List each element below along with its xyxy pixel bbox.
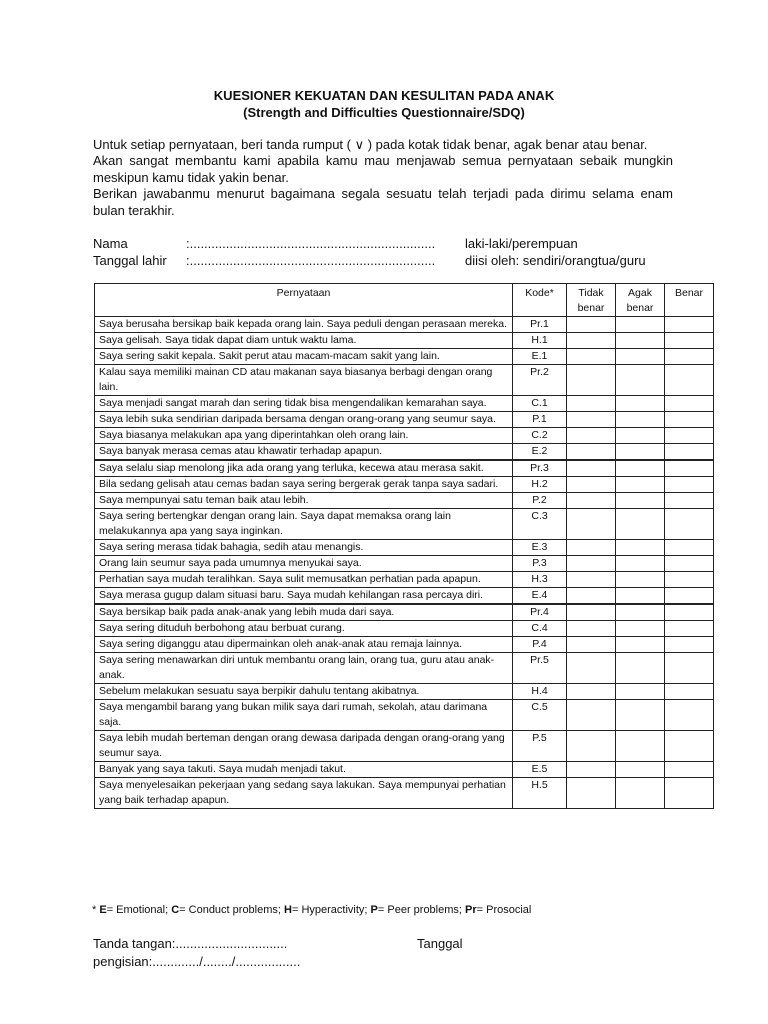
instruction-2: Akan sangat membantu kami apabila kamu mau menjawab semua pernyataan sebaik mungkin meskipun kamu tidak yakin benar. (93, 153, 673, 185)
code-cell: P.5 (513, 731, 567, 762)
answer-somewhat-true-box[interactable] (616, 604, 665, 621)
legend-c-key: C (171, 904, 180, 916)
answer-somewhat-true-box[interactable] (616, 477, 665, 493)
table-row (95, 509, 714, 540)
legend-p-text: = Peer problems; (377, 904, 466, 916)
table-row (95, 621, 714, 637)
table-row (95, 412, 714, 428)
answer-somewhat-true-box[interactable] (616, 556, 665, 572)
legend-h-text: = Hyperactivity; (291, 904, 371, 916)
legend-c-text: = Conduct problems; (179, 904, 285, 916)
answer-somewhat-true-box[interactable] (616, 637, 665, 653)
answer-somewhat-true-box[interactable] (616, 588, 665, 605)
table-row (95, 317, 714, 333)
answer-not-true-box[interactable] (567, 604, 616, 621)
code-cell: Pr.5 (513, 653, 567, 684)
header-not-true: Tidak benar (567, 284, 616, 317)
statement-cell: Saya menjadi sangat marah dan sering tidak bisa mengendalikan kemarahan saya. (95, 396, 513, 412)
footnote-star: * (92, 904, 97, 916)
statement-cell: Saya lebih mudah berteman dengan orang dewasa daripada dengan orang-orang yang seumur saya. (95, 731, 513, 762)
answer-true-box[interactable] (665, 684, 714, 700)
code-cell: E.1 (513, 349, 567, 365)
code-cell: E.3 (513, 540, 567, 556)
answer-true-box[interactable] (665, 588, 714, 605)
answer-somewhat-true-box[interactable] (616, 444, 665, 461)
answer-not-true-box[interactable] (567, 333, 616, 349)
table-row (95, 493, 714, 509)
statement-cell: Saya sering sakit kepala. Sakit perut atau macam-macam sakit yang lain. (95, 349, 513, 365)
answer-not-true-box[interactable] (567, 365, 616, 396)
answer-somewhat-true-box[interactable] (616, 317, 665, 333)
answer-true-box[interactable] (665, 621, 714, 637)
answer-not-true-box[interactable] (567, 762, 616, 778)
statement-cell: Saya lebih suka sendirian daripada bersama dengan orang-orang yang seumur saya. (95, 412, 513, 428)
legend-h-key: H (284, 904, 292, 916)
answer-true-box[interactable] (665, 365, 714, 396)
code-cell: Pr.1 (513, 317, 567, 333)
table-row (95, 604, 714, 621)
answer-not-true-box[interactable] (567, 460, 616, 477)
answer-somewhat-true-box[interactable] (616, 412, 665, 428)
answer-true-box[interactable] (665, 778, 714, 809)
code-cell: C.3 (513, 509, 567, 540)
header-code: Kode* (513, 284, 567, 317)
table-row (95, 653, 714, 684)
answer-true-box[interactable] (665, 412, 714, 428)
code-cell: H.1 (513, 333, 567, 349)
answer-not-true-box[interactable] (567, 444, 616, 461)
table-row (95, 637, 714, 653)
answer-not-true-box[interactable] (567, 637, 616, 653)
table-row (95, 428, 714, 444)
answer-not-true-box[interactable] (567, 493, 616, 509)
statement-cell: Orang lain seumur saya pada umumnya menyukai saya. (95, 556, 513, 572)
answer-somewhat-true-box[interactable] (616, 509, 665, 540)
statement-cell: Saya sering merasa tidak bahagia, sedih atau menangis. (95, 540, 513, 556)
answer-not-true-box[interactable] (567, 731, 616, 762)
statement-cell: Saya berusaha bersikap baik kepada orang lain. Saya peduli dengan perasaan mereka. (95, 317, 513, 333)
legend-pr-key: Pr (465, 904, 477, 916)
table-row (95, 365, 714, 396)
header-true: Benar (665, 284, 714, 317)
birthdate-label: Tanggal lahir (93, 253, 167, 268)
answer-not-true-box[interactable] (567, 684, 616, 700)
filled-by-option[interactable]: diisi oleh: sendiri/orangtua/guru (465, 253, 646, 268)
answer-true-box[interactable] (665, 349, 714, 365)
answer-somewhat-true-box[interactable] (616, 762, 665, 778)
answer-true-box[interactable] (665, 444, 714, 461)
answer-somewhat-true-box[interactable] (616, 349, 665, 365)
table-row (95, 349, 714, 365)
code-cell: C.2 (513, 428, 567, 444)
table-row (95, 762, 714, 778)
answer-not-true-box[interactable] (567, 477, 616, 493)
answer-not-true-box[interactable] (567, 428, 616, 444)
statement-cell: Saya menyelesaikan pekerjaan yang sedang saya lakukan. Saya mempunyai perhatian yang baik terhadap apapun. (95, 778, 513, 809)
document-subtitle: (Strength and Difficulties Questionnaire/SDQ) (243, 105, 525, 120)
legend-e-text: = Emotional; (106, 904, 172, 916)
answer-somewhat-true-box[interactable] (616, 365, 665, 396)
statement-cell: Saya bersikap baik pada anak-anak yang lebih muda dari saya. (95, 604, 513, 621)
answer-not-true-box[interactable] (567, 653, 616, 684)
answer-true-box[interactable] (665, 540, 714, 556)
table-row (95, 477, 714, 493)
answer-true-box[interactable] (665, 333, 714, 349)
answer-not-true-box[interactable] (567, 621, 616, 637)
answer-true-box[interactable] (665, 509, 714, 540)
code-cell: H.5 (513, 778, 567, 809)
instruction-3: Berikan jawabanmu menurut bagaimana segala sesuatu telah terjadi pada dirimu selama enam bulan terakhir. (93, 186, 673, 218)
legend-pr-text: = Prosocial (476, 904, 532, 916)
table-row (95, 396, 714, 412)
name-label: Nama (93, 236, 128, 251)
answer-true-box[interactable] (665, 556, 714, 572)
code-legend (92, 904, 531, 916)
answer-true-box[interactable] (665, 731, 714, 762)
table-row (95, 684, 714, 700)
answer-somewhat-true-box[interactable] (616, 460, 665, 477)
answer-somewhat-true-box[interactable] (616, 540, 665, 556)
answer-true-box[interactable] (665, 428, 714, 444)
answer-not-true-box[interactable] (567, 509, 616, 540)
answer-somewhat-true-box[interactable] (616, 684, 665, 700)
code-cell: E.4 (513, 588, 567, 605)
table-row (95, 460, 714, 477)
code-cell: H.2 (513, 477, 567, 493)
code-cell: H.4 (513, 684, 567, 700)
header-somewhat-true: Agak benar (616, 284, 665, 317)
birthdate-field[interactable]: :.................................................................... (186, 253, 436, 268)
answer-somewhat-true-box[interactable] (616, 653, 665, 684)
statement-cell: Saya sering dituduh berbohong atau berbuat curang. (95, 621, 513, 637)
statement-cell: Perhatian saya mudah teralihkan. Saya sulit memusatkan perhatian pada apapun. (95, 572, 513, 588)
table-row (95, 333, 714, 349)
answer-somewhat-true-box[interactable] (616, 572, 665, 588)
statement-cell: Saya banyak merasa cemas atau khawatir terhadap apapun. (95, 444, 513, 461)
answer-not-true-box[interactable] (567, 412, 616, 428)
code-cell: C.5 (513, 700, 567, 731)
questionnaire-table (94, 283, 714, 809)
statement-cell: Bila sedang gelisah atau cemas badan saya sering bergerak gerak tanpa saya sadari. (95, 477, 513, 493)
statement-cell: Saya sering menawarkan diri untuk membantu orang lain, orang tua, guru atau anak-anak. (95, 653, 513, 684)
fill-date-field[interactable]: pengisian:............./......../.................. (93, 954, 301, 969)
statement-cell: Saya gelisah. Saya tidak dapat diam untuk waktu lama. (95, 333, 513, 349)
code-cell: C.4 (513, 621, 567, 637)
answer-not-true-box[interactable] (567, 540, 616, 556)
code-cell: H.3 (513, 572, 567, 588)
answer-somewhat-true-box[interactable] (616, 778, 665, 809)
code-cell: P.1 (513, 412, 567, 428)
instructions (93, 137, 673, 219)
answer-true-box[interactable] (665, 637, 714, 653)
statement-cell: Banyak yang saya takuti. Saya mudah menjadi takut. (95, 762, 513, 778)
answer-somewhat-true-box[interactable] (616, 396, 665, 412)
table-row (95, 540, 714, 556)
answer-true-box[interactable] (665, 477, 714, 493)
document-title: KUESIONER KEKUATAN DAN KESULITAN PADA ANAK (213, 88, 555, 103)
answer-somewhat-true-box[interactable] (616, 333, 665, 349)
code-cell: Pr.2 (513, 365, 567, 396)
code-cell: P.3 (513, 556, 567, 572)
statement-cell: Saya biasanya melakukan apa yang diperintahkan oleh orang lain. (95, 428, 513, 444)
table-row (95, 572, 714, 588)
statement-cell: Kalau saya memiliki mainan CD atau makanan saya biasanya berbagi dengan orang lain. (95, 365, 513, 396)
code-cell: P.2 (513, 493, 567, 509)
code-cell: Pr.3 (513, 460, 567, 477)
instruction-1: Untuk setiap pernyataan, beri tanda rumput ( ∨ ) pada kotak tidak benar, agak benar atau benar. (93, 137, 648, 152)
name-field[interactable]: :.................................................................... (186, 236, 436, 251)
answer-not-true-box[interactable] (567, 572, 616, 588)
answer-true-box[interactable] (665, 762, 714, 778)
legend-p-key: P (370, 904, 378, 916)
answer-not-true-box[interactable] (567, 556, 616, 572)
statement-cell: Saya merasa gugup dalam situasi baru. Saya mudah kehilangan rasa percaya diri. (95, 588, 513, 605)
statement-cell: Sebelum melakukan sesuatu saya berpikir dahulu tentang akibatnya. (95, 684, 513, 700)
code-cell: E.2 (513, 444, 567, 461)
table-row (95, 588, 714, 605)
legend-e-key: E (99, 904, 107, 916)
answer-true-box[interactable] (665, 700, 714, 731)
table-row (95, 444, 714, 461)
table-row (95, 731, 714, 762)
table-row (95, 700, 714, 731)
statement-cell: Saya sering bertengkar dengan orang lain. Saya dapat memaksa orang lain melakukannya apa yang saya inginkan. (95, 509, 513, 540)
code-cell: E.5 (513, 762, 567, 778)
answer-not-true-box[interactable] (567, 396, 616, 412)
date-label: Tanggal (417, 936, 463, 951)
code-cell: P.4 (513, 637, 567, 653)
answer-somewhat-true-box[interactable] (616, 700, 665, 731)
answer-not-true-box[interactable] (567, 778, 616, 809)
table-header-row (95, 284, 714, 317)
answer-true-box[interactable] (665, 653, 714, 684)
answer-somewhat-true-box[interactable] (616, 621, 665, 637)
code-cell: C.1 (513, 396, 567, 412)
signature-field[interactable]: Tanda tangan:............................... (93, 936, 288, 951)
code-cell: Pr.4 (513, 604, 567, 621)
statement-cell: Saya sering diganggu atau dipermainkan oleh anak-anak atau remaja lainnya. (95, 637, 513, 653)
table-row (95, 778, 714, 809)
statement-cell: Saya mempunyai satu teman baik atau lebih. (95, 493, 513, 509)
answer-not-true-box[interactable] (567, 588, 616, 605)
answer-somewhat-true-box[interactable] (616, 731, 665, 762)
header-statement: Pernyataan (95, 284, 513, 317)
answer-true-box[interactable] (665, 572, 714, 588)
answer-somewhat-true-box[interactable] (616, 493, 665, 509)
answer-true-box[interactable] (665, 604, 714, 621)
answer-somewhat-true-box[interactable] (616, 428, 665, 444)
answer-not-true-box[interactable] (567, 349, 616, 365)
answer-not-true-box[interactable] (567, 700, 616, 731)
answer-true-box[interactable] (665, 317, 714, 333)
statement-cell: Saya mengambil barang yang bukan milik saya dari rumah, sekolah, atau darimana saja. (95, 700, 513, 731)
answer-true-box[interactable] (665, 396, 714, 412)
gender-option[interactable]: laki-laki/perempuan (465, 236, 578, 251)
table-row (95, 556, 714, 572)
answer-not-true-box[interactable] (567, 317, 616, 333)
answer-true-box[interactable] (665, 493, 714, 509)
answer-true-box[interactable] (665, 460, 714, 477)
statement-cell: Saya selalu siap menolong jika ada orang yang terluka, kecewa atau merasa sakit. (95, 460, 513, 477)
